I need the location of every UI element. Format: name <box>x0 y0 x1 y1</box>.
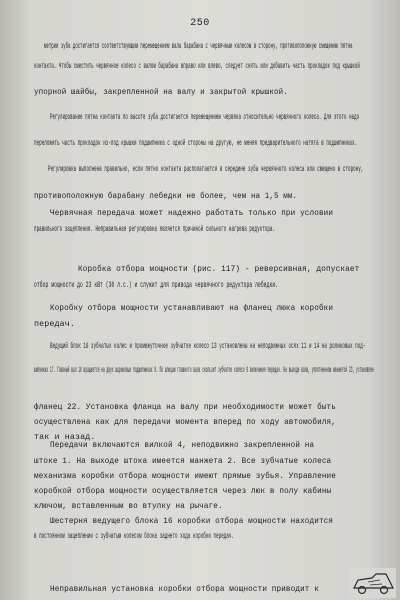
vehicle-stamp-icon <box>350 568 396 598</box>
text-line: противоположную барабану лебедки не более, чем на 1,5 мм. <box>34 192 298 201</box>
text-line: коробкой отбора мощности осуществляется через люк в полу кабины <box>34 487 332 496</box>
text-line: упорной шайбы, закрепленной на валу и закрытой крышкой. <box>34 88 288 97</box>
text-line: правильного зацепления. Неправильная регулировка является причиной сильного нагрева редуктора. <box>34 225 276 234</box>
text-line: шипниках 17. Главный вал 10 вращается на двух шариковых подшипниках 8. По шлицам главного вала скользит зубчатое колесо 9 включения передач. На выходе вала, уплотненном манжетой 23, установлен <box>34 366 374 375</box>
text-line: Червячная передача может надежно работать только при условии <box>50 209 334 218</box>
text-line: переложить часть прокладок из-под крышки подшипника с одной стороны на другую, не меняя предварительного натяга в подшипниках. <box>34 139 358 148</box>
text-line: в постоянном зацеплении с зубчатым колесом блока заднего хода коробки передач. <box>34 532 235 541</box>
text-line: передач. <box>34 320 76 329</box>
text-line: осуществлена как для передачи момента вперед по ходу автомобиля, <box>34 418 337 427</box>
text-line: Неправильная установка коробки отбора мощности приводит к <box>50 585 319 594</box>
section-heading-line: Коробка отбора мощности (рис. 117) - реверсивная, допускает <box>78 265 360 274</box>
text-line: так и назад. <box>34 433 96 442</box>
text-line: Ведущий блок 16 зубчатых колес и промежуточное зубчатое колесо 13 установлены на неподвижных осях 11 и 14 на роликовых под- <box>50 342 366 351</box>
text-line: Регулирование пятна контакта по высоте зуба достигается перемещением червяка относительно червячного колеса. Для этого надо <box>50 113 360 122</box>
text-line: Передачи включаются вилкой 4, неподвижно закрепленной на <box>50 441 315 450</box>
text-line: метрии зуба достигается соответствующим перемещением вала барабана с червячным колесом в сторону, противоположную смещению пятна <box>44 42 353 51</box>
text-line: Коробку отбора мощности устанавливают на фланец люка коробки <box>50 304 334 313</box>
text-line: Регулировка выполнена правильно, если пятно контакта располагается в середине зуба червячного колеса или смещено в сторону, <box>48 165 364 174</box>
text-line: ключом, вставленным во втулку на рычаге. <box>34 502 223 511</box>
text-line: отбор мощности до 23 кВт (30 л.с.) и служит для привода червячного редуктора лебедки. <box>34 281 279 290</box>
text-line: штоке 1. На выходе штока имеется манжета 2. Все зубчатые колеса <box>34 457 332 466</box>
text-line: контакта. Чтобы сместить червячное колесо с валом барабана вправо или влево, следует снять или добавить часть прокладок под крышкой <box>34 62 360 71</box>
text-line: фланец 22. Установка фланца на валу при необходимости может быть <box>34 403 337 412</box>
page-number: 250 <box>190 18 210 29</box>
text-line: механизма коробки отбора мощности имеют прямые зубья. Управление <box>34 472 337 481</box>
text-line: Шестерня ведущего блока 16 коробки отбора мощности находится <box>50 517 334 526</box>
